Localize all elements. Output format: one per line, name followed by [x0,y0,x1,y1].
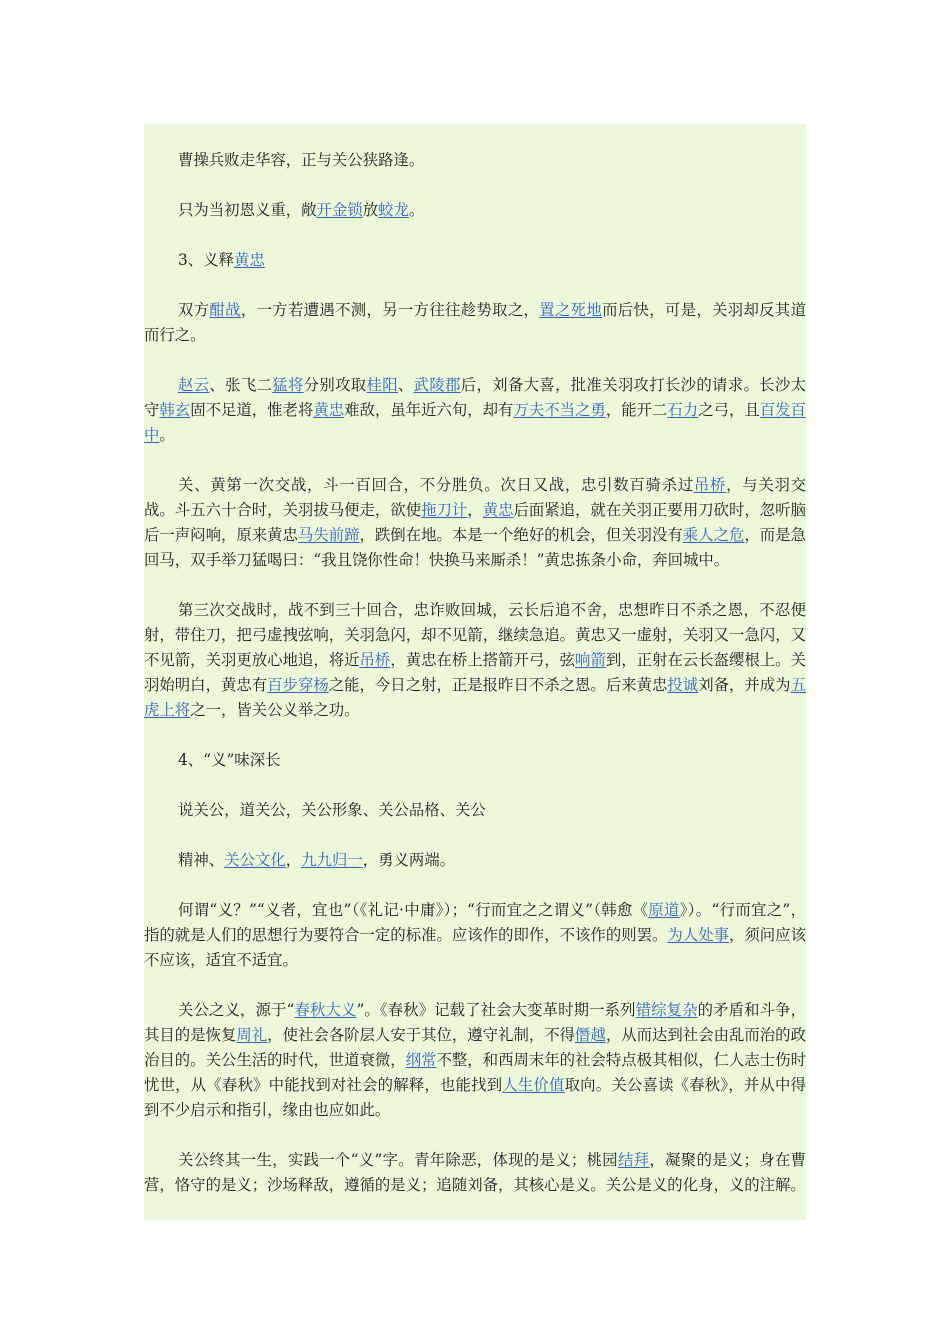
paragraph-text: 之一，皆关公义举之功。 [190,701,360,719]
paragraph-text: 后面紧追，就在关羽正要用刀砍时，忽听脑后一声闷响，原来黄忠 [144,501,806,544]
term-link[interactable]: 吊桥 [693,476,727,494]
term-link[interactable]: 百步穿杨 [267,676,329,694]
term-link[interactable]: 错综复杂 [635,1001,698,1019]
paragraph-text: ， [467,501,483,519]
paragraph-text: ，使社会各阶层人安于其位，遵守礼制，不得 [267,1026,576,1044]
paragraph-text: 、张飞二 [209,376,273,394]
term-link[interactable]: 响箭 [575,651,606,669]
term-link[interactable]: 五虎上将 [144,676,806,719]
paragraph-gap [144,873,806,898]
paragraph-text: 。 [159,426,175,444]
term-link[interactable]: 纲常 [405,1051,437,1069]
paragraph-text: 。 [408,201,425,219]
paragraph-gap [144,823,806,848]
term-link[interactable]: 赵云 [178,376,210,394]
paragraph-text: 之弓，且 [698,401,760,419]
paragraph-text: ”。《春秋》记载了社会大变革时期一系列 [356,1001,636,1019]
term-link[interactable]: 猛将 [272,376,304,394]
paragraph [144,748,806,773]
paragraph-text: 关、黄第一次交战，斗一百回合，不分胜负。次日又战，忠引数百骑杀过 [178,476,694,494]
term-link[interactable]: 置之死地 [539,301,603,319]
term-link[interactable]: 开金锁 [316,201,363,219]
article-content [144,124,806,1220]
paragraph-text: 而后快，可是，关羽却反其道而行之。 [144,301,806,344]
paragraph-gap [144,773,806,798]
paragraph-gap [144,448,806,473]
term-link[interactable]: 万夫不当之勇 [513,401,606,419]
term-link[interactable]: 关公文化 [224,851,286,869]
paragraph [144,998,806,1123]
paragraph-text: 关公终其一生，实践一个“义”字。青年除恶，体现的是义；桃园 [178,1151,618,1169]
paragraph-text: 第三次交战时，战不到三十回合，忠诈败回城，云长后追不舍，忠想昨日不杀之恩，不忍便射，带住刀，把弓虚拽弦响，关羽急闪，却不见箭，继续急追。黄忠又一虚射，关羽又一急闪，又不见箭，关羽更放心地追，将近 [144,601,806,669]
paragraph-text: ，凝聚的是义；身在曹营，恪守的是义；沙场释敌，遵循的是义；追随刘备，其核心是义。关公是义的化身，义的注解。 [144,1151,806,1194]
paragraph-text: 刘备，并成为 [698,676,791,694]
term-link[interactable]: 韩玄 [159,401,191,419]
paragraph-text: 难敌，虽年近六旬，却有 [344,401,514,419]
term-link[interactable]: 黄忠 [482,501,514,519]
paragraph-text: ，勇义两端。 [362,851,456,869]
term-link[interactable]: 春秋大义 [294,1001,357,1019]
term-link[interactable]: 僭越 [575,1026,606,1044]
term-link[interactable]: 九九归一 [301,851,363,869]
paragraph [144,473,806,573]
term-link[interactable]: 武陵郡 [413,376,461,394]
paragraph-text: 后，刘备大喜，批准关羽攻打长沙的请求。长沙太守 [144,376,806,419]
paragraph-gap [144,573,806,598]
paragraph [144,198,806,223]
paragraph-text: 4、“义”味深长 [178,751,281,769]
term-link[interactable]: 酣战 [209,301,241,319]
paragraph-text: ，而是急回马，双手举刀猛喝曰：“我且饶你性命！快换马来厮杀！”黄忠拣条小命，奔回城中。 [144,526,806,569]
paragraph [144,1148,806,1198]
term-link[interactable]: 吊桥 [359,651,391,669]
paragraph-text: 固不足道，惟老将 [190,401,314,419]
term-link[interactable]: 拖刀计 [421,501,468,519]
paragraph-gap [144,973,806,998]
paragraph-gap [144,723,806,748]
paragraph-text: ，跌倒在地。本是一个绝好的机会，但关羽没有 [359,526,683,544]
paragraph-text: 到，正射在云长盔缨根上。关羽始明白，黄忠有 [144,651,806,694]
paragraph-text: 曹操兵败走华容，正与关公狭路逢。 [178,151,425,169]
paragraph [144,148,806,173]
paragraph-gap [144,173,806,198]
term-link[interactable]: 结拜 [617,1151,650,1169]
paragraph-text: 取向。关公喜读《春秋》，并从中得到不少启示和指引，缘由也应如此。 [144,1076,806,1119]
paragraph-text: 不整，和西周末年的社会特点极其相似，仁人志士伤时忧世，从《春秋》中能找到对社会的解释，也能找到 [144,1051,806,1094]
paragraph-text: ，与关羽交战。斗五六十合时，关羽拔马便走，欲使 [144,476,806,519]
paragraph-text: 关公之义，源于“ [178,1001,295,1019]
paragraph-text: 放 [362,201,379,219]
paragraph [144,598,806,723]
paragraph-gap [144,1123,806,1148]
paragraph-text: ，黄忠在桥上搭箭开弓，弦 [390,651,576,669]
term-link[interactable]: 蛟龙 [378,201,409,219]
paragraph-text: 何谓“义？”“义者，宜也”（《礼记·中庸》）；“行而宜之之谓义”（韩愈《 [178,901,649,919]
paragraph-text: 说关公，道关公，关公形象、关公品格、关公 [178,801,486,819]
paragraph-text: ， [285,851,302,869]
term-link[interactable]: 投诚 [667,676,699,694]
term-link[interactable]: 石力 [667,401,699,419]
paragraph [144,298,806,348]
paragraph-text: 双方 [178,301,210,319]
paragraph-gap [144,223,806,248]
term-link[interactable]: 乘人之危 [682,526,745,544]
term-link[interactable]: 原道 [648,901,680,919]
paragraph [144,848,806,873]
term-link[interactable]: 黄忠 [313,401,345,419]
term-link[interactable]: 桂阳 [366,376,398,394]
paragraph [144,898,806,973]
term-link[interactable]: 为人处事 [667,926,729,944]
paragraph-text: 只为当初恩义重，敞 [178,201,317,219]
paragraph-text: 的矛盾和斗争，其目的是恢复 [144,1001,806,1044]
paragraph-text: 之能，今日之射，正是报昨日不杀之恩。后来黄忠 [328,676,668,694]
term-link[interactable]: 马失前蹄 [297,526,360,544]
paragraph-text: ，从而达到社会由乱而治的政治目的。关公生活的时代，世道衰微， [144,1026,806,1069]
paragraph-gap [144,273,806,298]
paragraph-text: ，能开二 [605,401,668,419]
paragraph-text: 》）。“行而宜之”，指的就是人们的思想行为要符合一定的标准。应该作的即作，不该作的则罢。 [144,901,806,944]
paragraph-text: 、 [397,376,414,394]
term-link[interactable]: 周礼 [236,1026,268,1044]
paragraph [144,798,806,823]
paragraph-text: 3、义释 [178,251,234,269]
paragraph [144,248,806,273]
paragraph-text: 分别攻取 [303,376,367,394]
term-link[interactable]: 黄忠 [233,251,265,269]
paragraph-text: ，须问应该不应该，适宜不适宜。 [144,926,806,969]
paragraph [144,373,806,448]
paragraph-text: ，一方若遭遇不测，另一方往往趁势取之， [240,301,540,319]
paragraph-gap [144,348,806,373]
term-link[interactable]: 人生价值 [502,1076,565,1094]
paragraph-text: 精神、 [178,851,225,869]
term-link[interactable]: 百发百中 [144,401,806,444]
